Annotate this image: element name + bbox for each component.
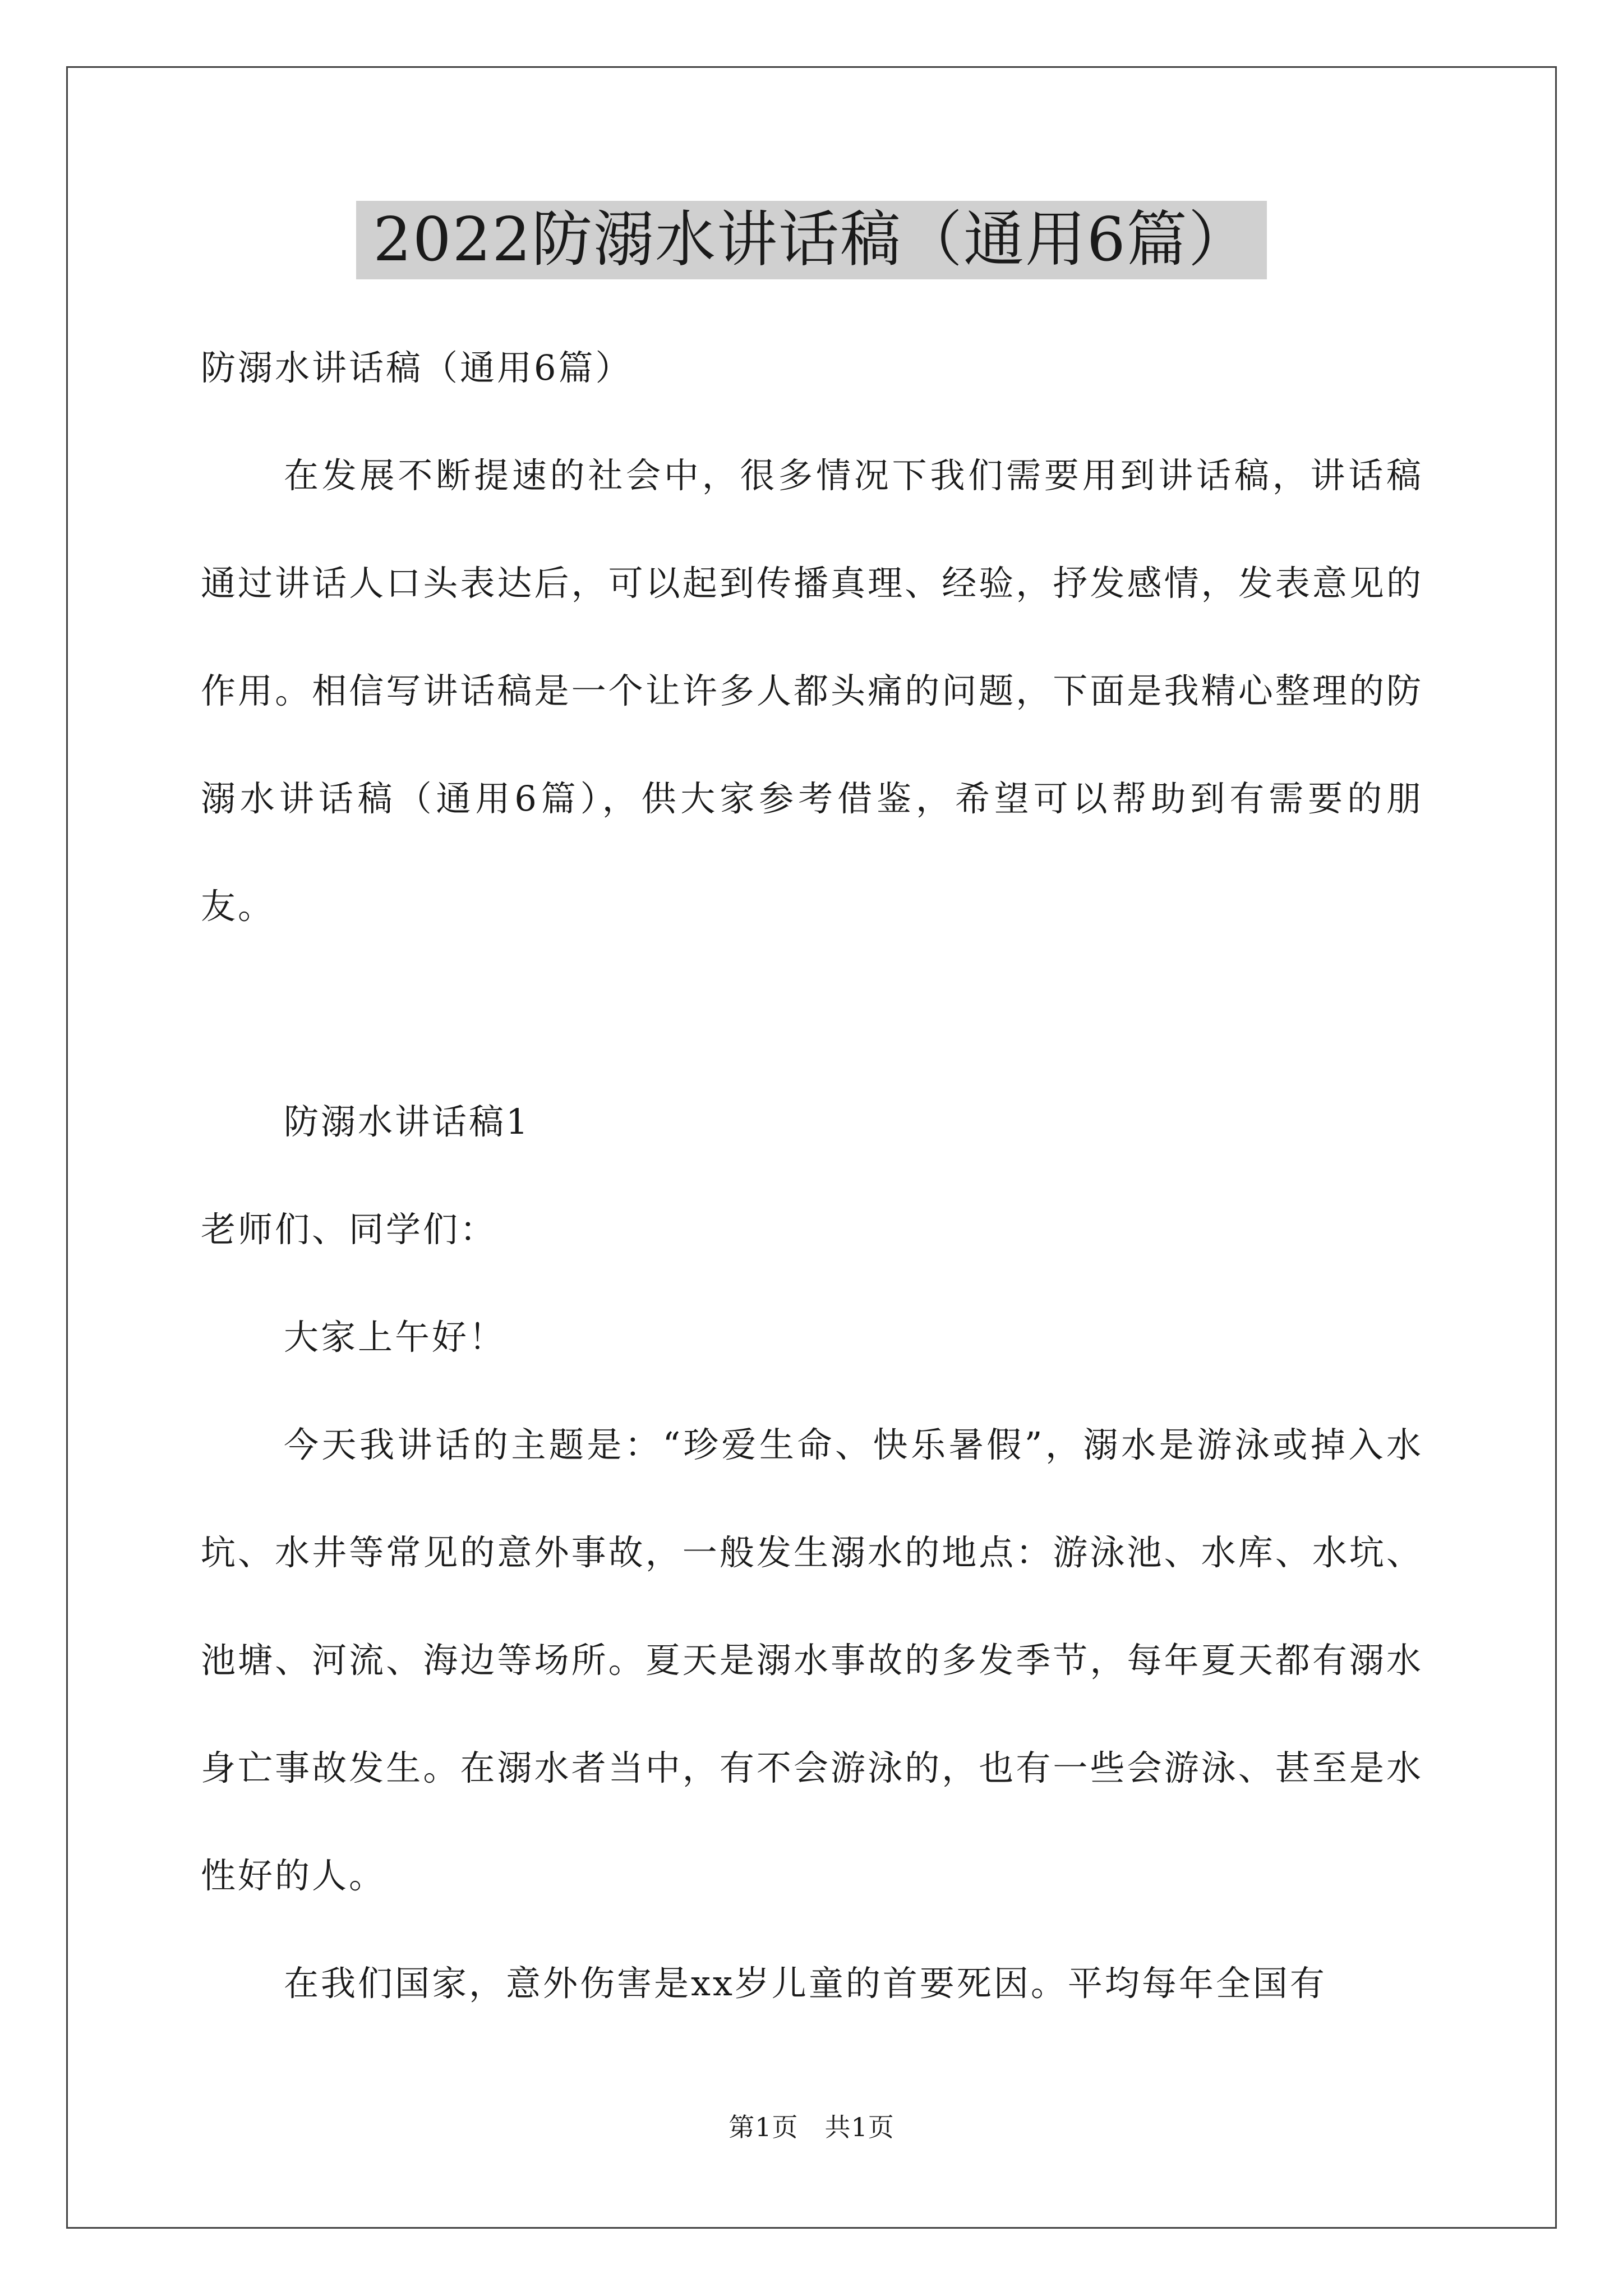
- document-body: [201, 314, 1423, 2037]
- body-paragraph-1: 今天我讲话的主题是：“珍爱生命、快乐暑假”，溺水是游泳或掉入水坑、水井等常见的意外事故，一般发生溺水的地点：游泳池、水库、水坑、池塘、河流、海边等场所。夏天是溺水事故的多发季节，每年夏天都有溺水身亡事故发生。在溺水者当中，有不会游泳的，也有一些会游泳、甚至是水性好的人。: [201, 1424, 1423, 1896]
- document-subtitle: 防溺水讲话稿（通用6篇）: [201, 347, 633, 388]
- body-paragraph-2: 在我们国家，意外伤害是xx岁儿童的首要死因。平均每年全国有: [284, 1963, 1327, 2004]
- document-title: [0, 201, 1623, 279]
- greeting: 大家上午好！: [284, 1317, 506, 1358]
- intro-paragraph: 在发展不断提速的社会中，很多情况下我们需要用到讲话稿，讲话稿通过讲话人口头表达后，可以起到传播真理、经验，抒发感情，发表意见的作用。相信写讲话稿是一个让许多人都头痛的问题，下面是我精心整理的防溺水讲话稿（通用6篇），供大家参考借鉴，希望可以帮助到有需要的朋友。: [201, 455, 1423, 927]
- page-footer: 第1页 共1页: [728, 2112, 895, 2142]
- salutation: 老师们、同学们：: [201, 1209, 497, 1250]
- document-title-text: 2022防溺水讲话稿（通用6篇）: [356, 201, 1267, 279]
- section-heading: 防溺水讲话稿1: [284, 1101, 531, 1142]
